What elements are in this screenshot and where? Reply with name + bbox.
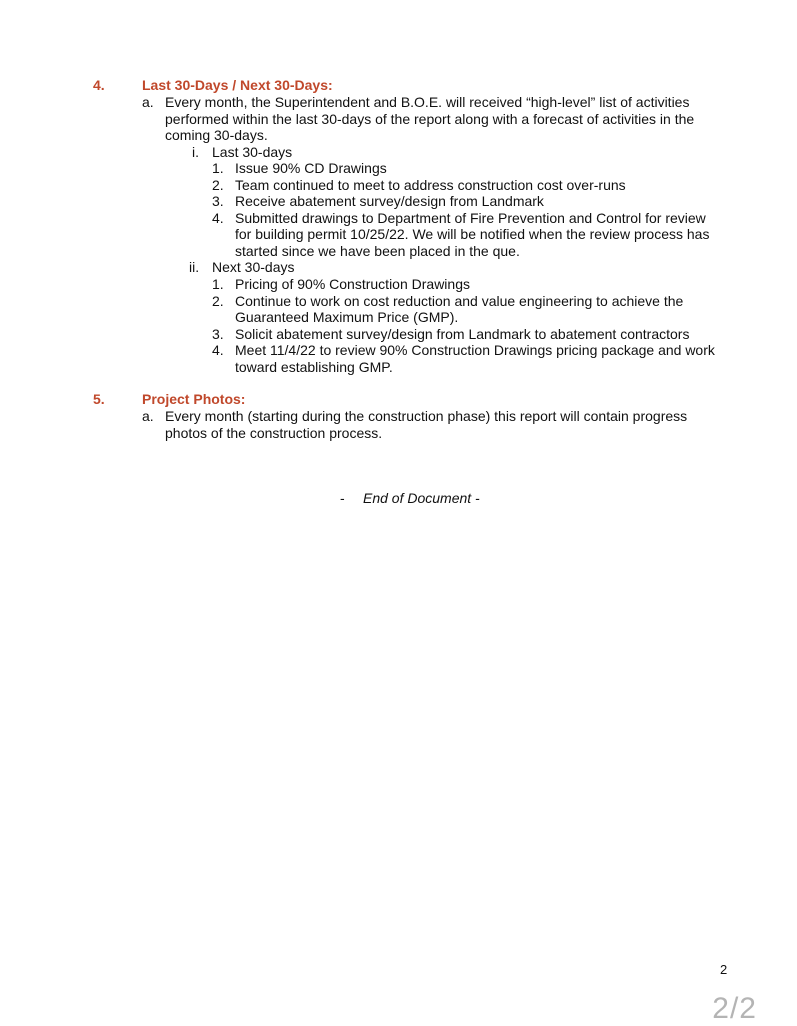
last30-item-line: Receive abatement survey/design from Landmark	[235, 193, 544, 209]
section-4-a-line: performed within the last 30-days of the report along with a forecast of activities in the	[165, 111, 695, 127]
next30-item-line: Meet 11/4/22 to review 90% Construction Drawings pricing package and work	[235, 342, 715, 358]
end-of-document-dash: -	[340, 490, 345, 506]
section-4-i-marker: i.	[192, 144, 199, 160]
next30-item-line: toward establishing GMP.	[235, 359, 393, 375]
section-4-ii-marker: ii.	[189, 259, 200, 275]
last30-item-number: 2.	[212, 177, 224, 193]
section-4-i-label: Last 30-days	[212, 144, 293, 160]
last30-item-number: 3.	[212, 193, 224, 209]
end-of-document-text: End of Document -	[363, 490, 480, 506]
section-4-a-line: coming 30-days.	[165, 127, 268, 143]
last30-item-line: started since we have been placed in the que.	[235, 243, 520, 259]
next30-item-line: Solicit abatement survey/design from Landmark to abatement contractors	[235, 326, 690, 342]
next30-item-number: 4.	[212, 342, 224, 358]
last30-item-line: Issue 90% CD Drawings	[235, 160, 387, 176]
section-4-title: Last 30-Days / Next 30-Days:	[142, 77, 333, 93]
page-number: 2	[720, 962, 728, 977]
next30-item-number: 3.	[212, 326, 224, 342]
last30-item-line: Submitted drawings to Department of Fire Prevention and Control for review	[235, 210, 706, 226]
page-indicator: 2/2	[712, 992, 757, 1025]
section-4-number: 4.	[93, 77, 105, 93]
next30-item-line: Guaranteed Maximum Price (GMP).	[235, 309, 459, 325]
section-5-number: 5.	[93, 391, 105, 407]
last30-item-number: 1.	[212, 160, 224, 176]
section-4-a-line: Every month, the Superintendent and B.O.E. will received “high-level” list of activities	[165, 94, 690, 110]
next30-item-number: 2.	[212, 293, 224, 309]
last30-item-line: for building permit 10/25/22. We will be notified when the review process has	[235, 226, 710, 242]
section-5-a-marker: a.	[142, 408, 154, 424]
next30-item-line: Continue to work on cost reduction and value engineering to achieve the	[235, 293, 684, 309]
section-5-a-line: Every month (starting during the construction phase) this report will contain progress	[165, 408, 688, 424]
last30-item-number: 4.	[212, 210, 224, 226]
section-4-ii-label: Next 30-days	[212, 259, 295, 275]
section-4-a-marker: a.	[142, 94, 154, 110]
section-5-title: Project Photos:	[142, 391, 246, 407]
section-5-a-line: photos of the construction process.	[165, 425, 383, 441]
last30-item-line: Team continued to meet to address construction cost over-runs	[235, 177, 626, 193]
next30-item-line: Pricing of 90% Construction Drawings	[235, 276, 470, 292]
next30-item-number: 1.	[212, 276, 224, 292]
